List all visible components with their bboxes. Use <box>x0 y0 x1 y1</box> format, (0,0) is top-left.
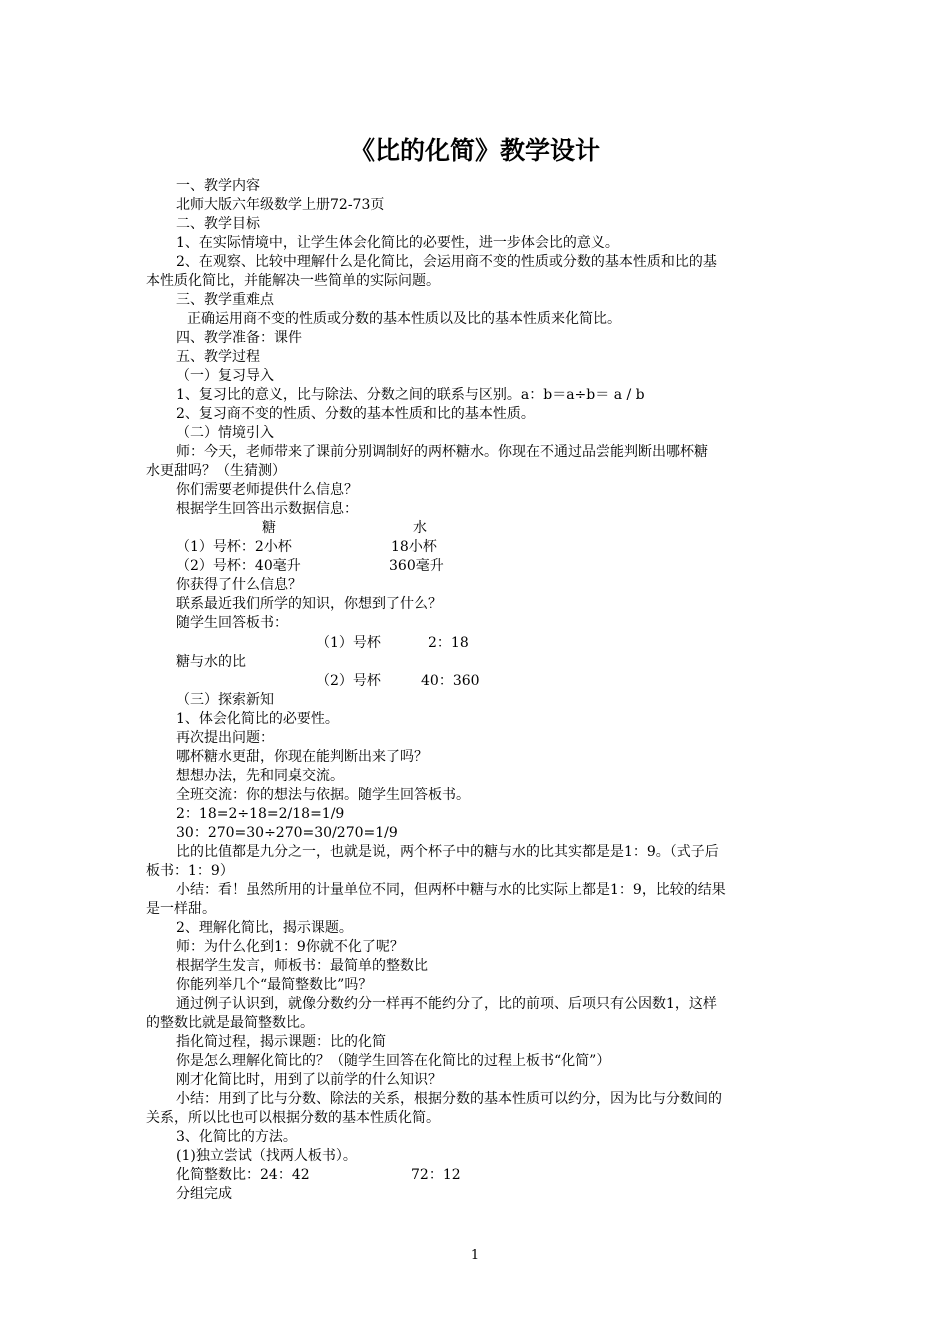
text-line: 五、教学过程 <box>176 349 260 365</box>
page-number: 1 <box>470 1248 480 1263</box>
text-line: 一、教学内容 <box>176 178 260 194</box>
text-line: (1)独立尝试（找两人板书）。 <box>176 1148 357 1164</box>
text-line: 水更甜吗？（生猜测） <box>146 463 286 479</box>
board-ratio: 40：360 <box>421 673 480 689</box>
text-line: 通过例子认识到，就像分数约分一样再不能约分了，比的前项、后项只有公因数1，这样 <box>176 996 717 1012</box>
page-title: 《比的化简》教学设计 <box>349 136 600 165</box>
board-cup-label: （1）号杯 <box>316 635 381 651</box>
text-line: 再次提出问题： <box>176 730 274 746</box>
text-line: 比的比值都是九分之一，也就是说，两个杯子中的糖与水的比其实都是是1：9。（式子后 <box>176 844 719 860</box>
table-header-sugar: 糖 <box>262 520 276 536</box>
text-line: 全班交流：你的想法与依据。随学生回答板书。 <box>176 787 470 803</box>
board-ratio: 2：18 <box>428 635 469 651</box>
text-line: 的整数比就是最简整数比。 <box>146 1015 314 1031</box>
text-line: 二、教学目标 <box>176 216 260 232</box>
text-line: （三）探索新知 <box>176 692 274 708</box>
text-line: 你能列举几个“最简整数比”吗？ <box>176 977 373 993</box>
text-line: 根据学生回答出示数据信息： <box>176 501 358 517</box>
board-label: 糖与水的比 <box>176 654 246 670</box>
text-line: 分组完成 <box>176 1186 232 1202</box>
text-line: 师：为什么化到1：9你就不化了呢？ <box>176 939 404 955</box>
text-line: 3、化简比的方法。 <box>176 1129 297 1145</box>
text-line: 刚才化简比时，用到了以前学的什么知识？ <box>176 1072 442 1088</box>
text-line: （一）复习导入 <box>176 368 274 384</box>
text-line: 你是怎么理解化简比的？（随学生回答在化简比的过程上板书“化简”） <box>176 1053 611 1069</box>
text-line: 小结：看！虽然所用的计量单位不同，但两杯中糖与水的比实际上都是1：9，比较的结果 <box>176 882 726 898</box>
text-line: 哪杯糖水更甜，你现在能判断出来了吗？ <box>176 749 428 765</box>
text-line: 正确运用商不变的性质或分数的基本性质以及比的基本性质来化简比。 <box>187 311 621 327</box>
text-line: 1、复习比的意义，比与除法、分数之间的联系与区别。a：b＝a÷b＝ a / b <box>176 387 645 403</box>
table-cell: 360毫升 <box>389 558 444 574</box>
table-cell: （2）号杯：40毫升 <box>176 558 301 574</box>
text-line: 2、复习商不变的性质、分数的基本性质和比的基本性质。 <box>176 406 535 422</box>
table-cell: （1）号杯：2小杯 <box>176 539 292 555</box>
table-cell: 18小杯 <box>391 539 437 555</box>
text-line: 2：18=2÷18=2/18=1/9 <box>176 806 345 822</box>
text-line: 随学生回答板书： <box>176 615 288 631</box>
text-line: （二）情境引入 <box>176 425 274 441</box>
text-line: 板书：1：9） <box>146 863 234 879</box>
board-cup-label: （2）号杯 <box>316 673 381 689</box>
text-line: 北师大版六年级数学上册72-73页 <box>176 197 385 213</box>
text-line: 联系最近我们所学的知识，你想到了什么？ <box>176 596 442 612</box>
text-line: 本性质化简比，并能解决一些简单的实际问题。 <box>146 273 440 289</box>
text-line: 指化简过程，揭示课题：比的化简 <box>176 1034 386 1050</box>
text-line: 想想办法，先和同桌交流。 <box>176 768 344 784</box>
text-line: 你获得了什么信息？ <box>176 577 302 593</box>
text-line: 1、在实际情境中，让学生体会化简比的必要性，进一步体会比的意义。 <box>176 235 619 251</box>
text-line: 根据学生发言，师板书：最简单的整数比 <box>176 958 428 974</box>
text-line: 2、在观察、比较中理解什么是化简比，会运用商不变的性质或分数的基本性质和比的基 <box>176 254 717 270</box>
text-line: 化简整数比：24：42 <box>176 1167 310 1183</box>
text-line: 关系，所以比也可以根据分数的基本性质化简。 <box>146 1110 440 1126</box>
text-line: 四、教学准备：课件 <box>176 330 302 346</box>
table-header-water: 水 <box>413 520 427 536</box>
text-line: 小结：用到了比与分数、除法的关系，根据分数的基本性质可以约分，因为比与分数间的 <box>176 1091 722 1107</box>
text-line: 1、体会化简比的必要性。 <box>176 711 339 727</box>
text-line: 2、理解化简比，揭示课题。 <box>176 920 353 936</box>
text-line: 你们需要老师提供什么信息？ <box>176 482 358 498</box>
text-line: 是一样甜。 <box>146 901 216 917</box>
text-line: 师：今天，老师带来了课前分别调制好的两杯糖水。你现在不通过品尝能判断出哪杯糖 <box>176 444 708 460</box>
text-line: 三、教学重难点 <box>176 292 274 308</box>
text-line: 30：270=30÷270=30/270=1/9 <box>176 825 398 841</box>
text-line: 72：12 <box>411 1167 461 1183</box>
